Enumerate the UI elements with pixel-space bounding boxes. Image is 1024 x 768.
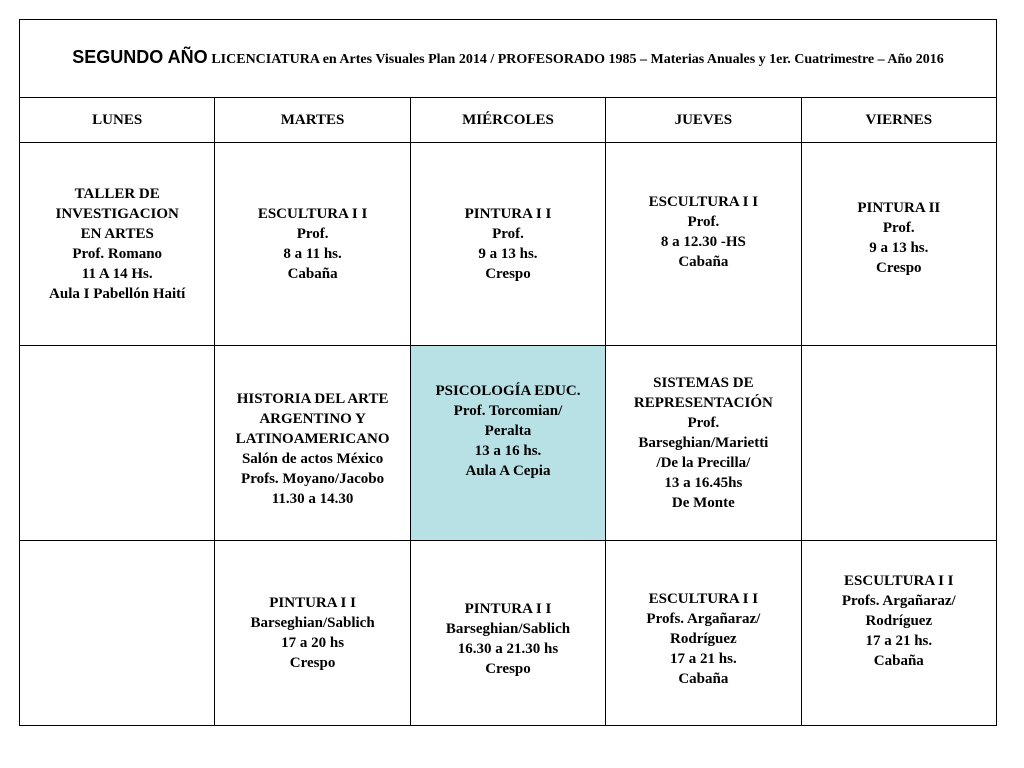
class-line: PINTURA I I: [464, 206, 552, 222]
class-line: De Monte: [671, 495, 735, 511]
class-line: 17 a 20 hs: [281, 635, 345, 651]
class-line: Aula I Pabellón Haití: [49, 286, 186, 302]
class-line: ARGENTINO Y: [259, 411, 366, 427]
class-line: TALLER DE: [74, 186, 160, 202]
class-line: PINTURA I I: [269, 595, 356, 611]
class-cell-martes: [215, 346, 410, 541]
schedule-row: [20, 346, 997, 541]
class-line: 13 a 16 hs.: [474, 443, 542, 459]
class-line: Barseghian/Marietti: [638, 435, 769, 451]
class-line: PSICOLOGÍA EDUC.: [435, 383, 581, 399]
day-header-martes: MARTES: [215, 98, 410, 143]
class-cell-lunes-empty: [20, 541, 215, 726]
class-line: ESCULTURA I I: [844, 573, 954, 589]
class-cell-jueves: [606, 143, 801, 346]
class-line: 9 a 13 hs.: [478, 246, 538, 262]
class-cell-lunes-empty: [20, 346, 215, 541]
class-line: 17 a 21 hs.: [670, 651, 737, 667]
class-line: Crespo: [485, 266, 531, 282]
class-line: Rodríguez: [670, 631, 737, 647]
day-header-viernes: VIERNES: [801, 98, 996, 143]
page-subtitle: LICENCIATURA en Artes Visuales Plan 2014 / PROFESORADO 1985 – Materias Anuales y 1er. Cuatrimestre – Año 2016: [211, 52, 944, 67]
class-cell-viernes: [801, 143, 996, 346]
schedule-row: [20, 143, 997, 346]
class-cell-miercoles: [410, 541, 605, 726]
class-line: Prof. Torcomian/: [453, 403, 563, 419]
class-line: SISTEMAS DE: [653, 375, 754, 391]
class-line: Cabaña: [873, 653, 924, 669]
day-header-jueves: JUEVES: [606, 98, 801, 143]
class-line: ESCULTURA I I: [257, 206, 368, 222]
class-line: Cabaña: [678, 254, 729, 270]
class-cell-miercoles: [410, 143, 605, 346]
title-row: [20, 20, 997, 98]
day-header-lunes: LUNES: [20, 98, 215, 143]
class-line: 8 a 11 hs.: [283, 246, 342, 262]
class-line: Peralta: [484, 423, 532, 439]
class-line: Crespo: [876, 260, 922, 276]
class-cell-martes: [215, 143, 410, 346]
class-line: Cabaña: [678, 671, 729, 687]
class-line: PINTURA II: [857, 200, 941, 216]
header-row: [20, 98, 997, 143]
class-line: REPRESENTACIÓN: [633, 395, 773, 411]
class-line: 16.30 a 21.30 hs: [457, 641, 559, 657]
class-line: Profs. Argañaraz/: [841, 593, 956, 609]
class-line: Prof.: [882, 220, 915, 236]
class-line: Salón de actos México: [241, 451, 384, 467]
class-line: 17 a 21 hs.: [865, 633, 933, 649]
class-line: PINTURA I I: [464, 601, 552, 617]
class-line: /De la Precilla/: [656, 455, 751, 471]
class-cell-jueves: [606, 541, 801, 726]
class-line: 11.30 a 14.30: [271, 491, 354, 507]
class-cell-jueves: [606, 346, 801, 541]
title-cell: [20, 20, 997, 98]
class-cell-lunes: [20, 143, 215, 346]
class-line: Prof.: [492, 226, 524, 242]
page-title: SEGUNDO AÑO: [72, 47, 208, 67]
class-line: Prof.: [687, 214, 720, 230]
class-line: ESCULTURA I I: [648, 591, 759, 607]
class-cell-viernes-empty: [801, 346, 996, 541]
class-line: 9 a 13 hs.: [869, 240, 929, 256]
class-line: Profs. Argañaraz/: [646, 611, 761, 627]
class-line: INVESTIGACION: [55, 206, 179, 222]
class-line: Prof. Romano: [72, 246, 163, 262]
class-line: Barseghian/Sablich: [445, 621, 571, 637]
class-line: Prof.: [296, 226, 329, 242]
class-line: Crespo: [485, 661, 531, 677]
class-cell-viernes: [801, 541, 996, 726]
schedule-row: [20, 541, 997, 726]
class-line: Rodríguez: [865, 613, 933, 629]
class-line: Cabaña: [287, 266, 338, 282]
class-line: 11 A 14 Hs.: [81, 266, 153, 282]
class-cell-miercoles-highlighted: [410, 346, 605, 541]
class-line: ESCULTURA I I: [648, 194, 759, 210]
class-line: Profs. Moyano/Jacobo: [241, 471, 385, 487]
class-line: LATINOAMERICANO: [235, 431, 390, 447]
class-line: EN ARTES: [80, 226, 154, 242]
class-line: Prof.: [687, 415, 720, 431]
schedule-table: [19, 19, 997, 726]
class-line: HISTORIA DEL ARTE: [236, 391, 389, 407]
class-line: 8 a 12.30 -HS: [660, 234, 746, 250]
class-line: Aula A Cepia: [465, 463, 551, 479]
class-line: Crespo: [289, 655, 336, 671]
class-cell-martes: [215, 541, 410, 726]
class-line: Barseghian/Sablich: [250, 615, 375, 631]
day-header-miercoles: MIÉRCOLES: [410, 98, 605, 143]
class-line: 13 a 16.45hs: [664, 475, 743, 491]
